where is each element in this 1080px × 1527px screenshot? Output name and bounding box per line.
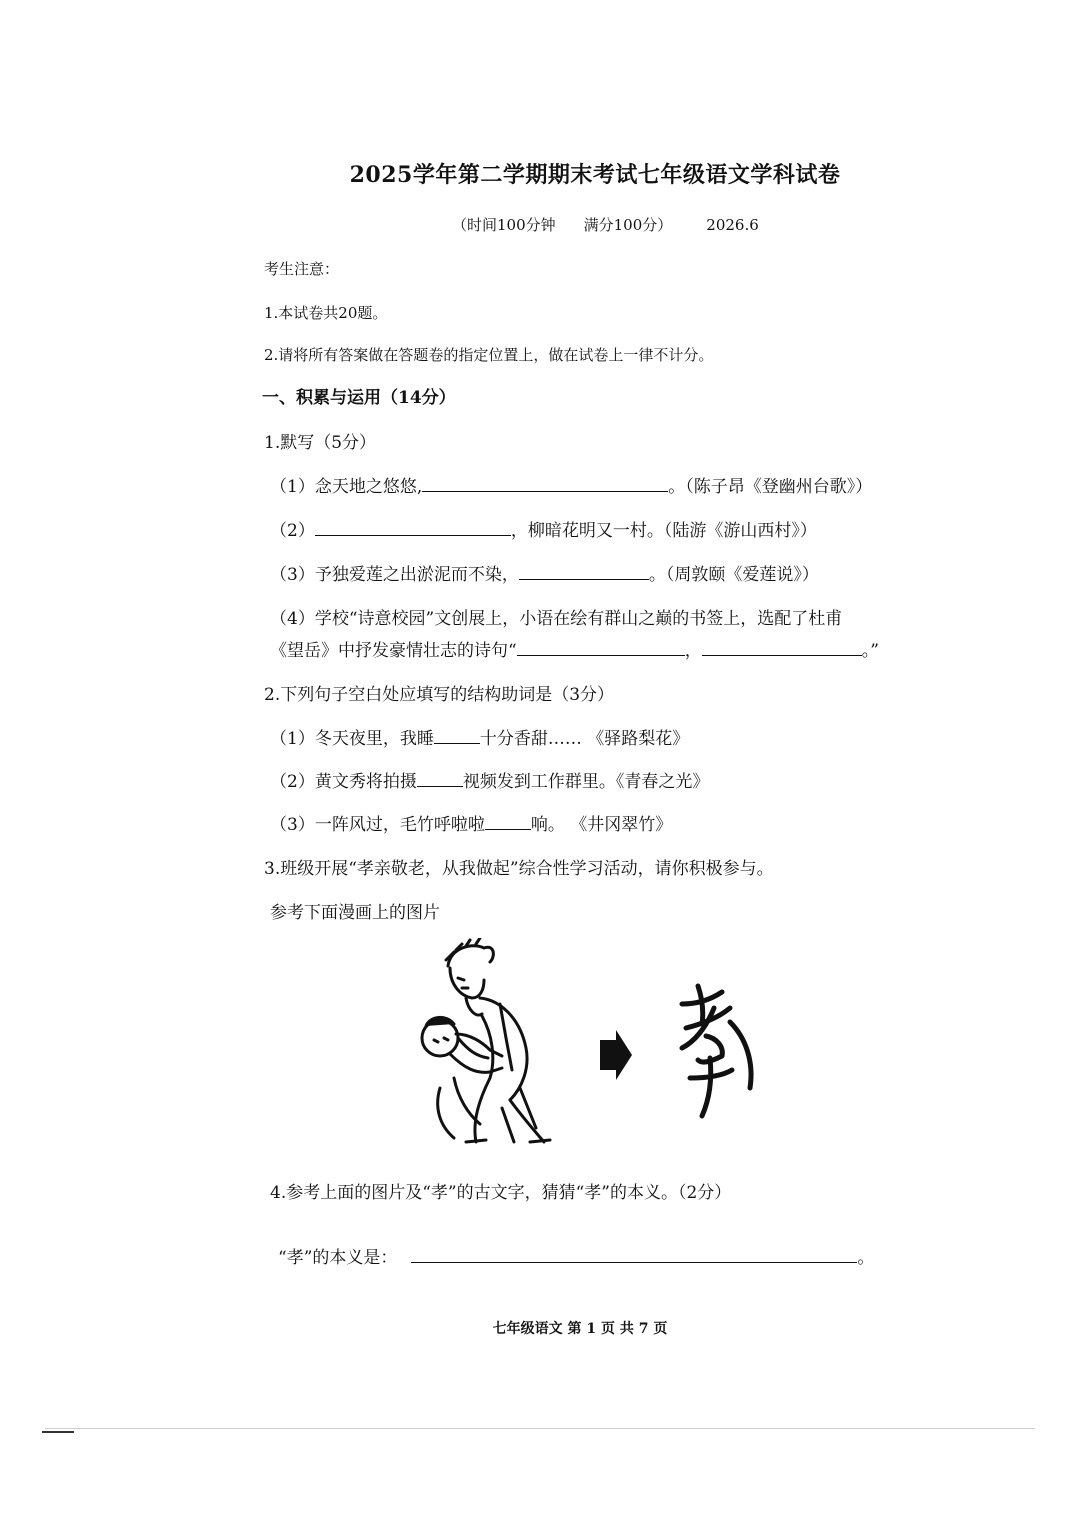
page-footer: 七年级语文 第 1 页 共 7 页	[492, 1321, 668, 1337]
q1-sub2	[270, 516, 817, 541]
q1-sub1-suffix: 。（陈子昂《登幽州台歌》）	[668, 477, 873, 497]
cartoon-illustration	[410, 938, 770, 1148]
q1-sub2-prefix: （2）	[270, 521, 315, 541]
q1-stem: 1.默写（5分）	[264, 433, 377, 453]
answer-blank[interactable]	[485, 811, 531, 830]
exam-time: （时间100分钟	[452, 216, 556, 234]
q1-sub1	[270, 472, 872, 497]
answer-blank[interactable]	[411, 1244, 857, 1263]
q4-answer-suffix: 。	[857, 1248, 875, 1268]
q2-stem: 2.下列句子空白处应填写的结构助词是（3分）	[264, 685, 615, 705]
answer-blank[interactable]	[519, 561, 649, 580]
q1-sub3-prefix: （3）予独爱莲之出淤泥而不染，	[270, 565, 519, 585]
q2-sub3-suffix: 响。 《井冈翠竹》	[530, 815, 673, 835]
q1-sub3-suffix: 。（周敦颐《爱莲说》）	[648, 565, 819, 585]
exam-date: 2026.6	[706, 216, 759, 234]
q2-sub1	[270, 724, 689, 749]
q2-sub2	[270, 767, 709, 792]
q3-reference: 参考下面漫画上的图片	[270, 903, 440, 923]
notice-heading: 考生注意：	[264, 260, 340, 278]
section-heading-1: 一、积累与运用（14分）	[262, 388, 456, 408]
q1-sub2-suffix: ，柳暗花明又一村。（陆游《游山西村》）	[510, 521, 817, 541]
answer-blank[interactable]	[417, 768, 463, 787]
exam-title: 2025学年第二学期期末考试七年级语文学科试卷	[349, 162, 841, 188]
q2-sub1-prefix: （1）冬天夜里，我睡	[270, 729, 434, 749]
exam-subtitle	[452, 214, 759, 235]
answer-blank[interactable]	[434, 725, 480, 744]
q1-sub4-line2	[270, 636, 879, 661]
q1-sub4-middle: ，	[684, 641, 702, 661]
answer-blank[interactable]	[702, 637, 862, 656]
q4-stem: 4.参考上面的图片及“孝”的古文字，猜猜“孝”的本义。（2分）	[270, 1183, 732, 1203]
q2-sub2-prefix: （2）黄文秀将拍摄	[270, 772, 417, 792]
q4-answer-prefix: “孝”的本义是：	[278, 1248, 398, 1268]
arrow-right-icon	[600, 1030, 632, 1080]
q2-sub1-suffix: 十分香甜…… 《驿路梨花》	[479, 729, 690, 749]
answer-blank[interactable]	[422, 473, 668, 492]
exam-score: 满分100分）	[583, 216, 673, 234]
q1-sub4-prefix: 《望岳》中抒发豪情壮志的诗句“	[270, 641, 517, 661]
q2-sub3-prefix: （3）一阵风过，毛竹呼啦啦	[270, 815, 485, 835]
notice-item-1: 1.本试卷共20题。	[264, 304, 388, 322]
q4-answer-line	[278, 1243, 874, 1268]
q1-sub3	[270, 560, 819, 585]
q2-sub2-suffix: 视频发到工作群里。《青春之光》	[462, 772, 710, 792]
answer-blank[interactable]	[315, 517, 511, 536]
q1-sub4-line1: （4）学校“诗意校园”文创展上，小语在绘有群山之巅的书签上，选配了杜甫	[270, 609, 843, 629]
ancient-xiao-character-glyph	[682, 986, 751, 1116]
q3-stem: 3.班级开展“孝亲敬老，从我做起”综合性学习活动，请你积极参与。	[264, 859, 774, 879]
q2-sub3	[270, 810, 672, 835]
scan-mark	[42, 1431, 74, 1433]
scan-border-line	[45, 1428, 1035, 1429]
answer-blank[interactable]	[517, 637, 685, 656]
q1-sub1-prefix: （1）念天地之悠悠,	[270, 477, 423, 497]
q1-sub4-suffix: 。”	[861, 641, 879, 661]
notice-item-2: 2.请将所有答案做在答题卷的指定位置上，做在试卷上一律不计分。	[264, 346, 714, 364]
elder-carrying-child-drawing	[422, 938, 550, 1142]
